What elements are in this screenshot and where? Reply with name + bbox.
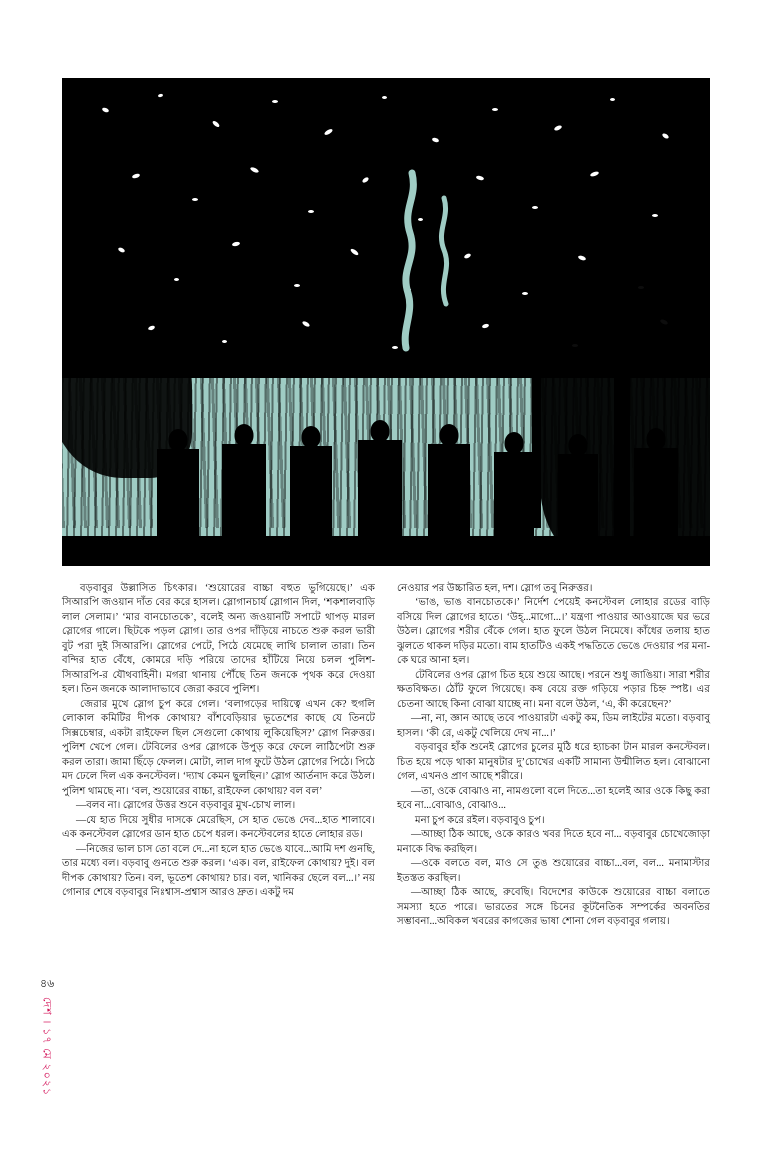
right-column <box>397 582 710 1094</box>
figure-8 <box>634 448 678 544</box>
folio <box>40 978 54 1096</box>
paragraph: নেওয়ার পর উচ্চারিত হল, দশ। স্লোগ তবু নিরুত্তর। <box>397 583 593 594</box>
paragraph: মনা চুপ করে রইল। বড়বাবুও চুপ। <box>415 814 545 826</box>
paragraph: —আচ্ছা ঠিক আছে, ওকে কারও খবর দিতে হবে না... বড়বাবুর চোখেজোড়া মনাকে বিদ্ধ করছিল। <box>397 829 710 855</box>
paragraph: —না, না, জ্ঞান আছে তবে পাওয়ারটা একটু কম, ডিম লাইটের মতো। বড়বাবু হাসল। ‘কী রে, একটু খেলিয়ে দেখ না...।’ <box>397 713 710 739</box>
paragraph: —ওকে বলতে বল, মাও সে তুঙ শুয়োরের বাচ্চা...বল, বল... মনামাস্টার ইতস্তত করছিল। <box>397 858 710 884</box>
prisoner-figures-group <box>62 316 710 566</box>
paragraph: বড়বাবুর হাঁক শুনেই স্লোগের চুলের মুঠি ধরে হ্যাচকা টান মারল কনস্টেবল। চিত হয়ে পড়ে থাকা মানুষটার দু’চোখের একটি সামান্য উন্মীলিত হল। বোঝানো গেল, এখনও প্রাণ আছে শরীরে। <box>397 742 710 783</box>
paragraph: —যে হাত দিয়ে সুধীর দাসকে মেরেছিস, সে হাত ভেঙে দেব...হাত শালাবে। এক কনস্টেবল স্লোগের ডান হাত চেপে ধরল। কনস্টেবলের হাতে লোহার রড। <box>62 814 375 841</box>
paragraph: —আচ্ছা ঠিক আছে, রুবেছি। বিদেশের কাউকে শুয়োরের বাচ্চা বলাতে সমস্যা হতে পারে। ভারতের সঙ্গে চিনের কূটনৈতিক সম্পর্কের অবনতির সম্ভাবনা...অবিকল খবরের কাগজের ভাষা শোনা গেল বড়বাবুর গলায়। <box>397 887 710 928</box>
page-number: ৪৬ <box>40 978 55 991</box>
paragraph: —বলব না। স্লোগের উত্তর শুনে বড়বাবুর মুখ-চোখ লাল। <box>76 800 296 812</box>
figure-1 <box>157 449 199 544</box>
figure-2 <box>222 444 266 544</box>
woodcut-illustration <box>62 78 710 566</box>
paragraph: ‘ভাঙ, ভাঙ বানচোতকে।’ নির্দেশ পেয়েই কনস্টেবল লোহার রডের বাড়ি বসিয়ে দিল স্লোগের হাতে। ‘উহ্...মাগো...।’ যন্ত্রণা পাওয়ার আওয়াজে ঘর ভরে উঠল। স্লোগের শরীর বেঁকে গেল। হাত ফুলে উঠল নিমেষে। কাঁধের তলায় হাত ঝুলতে থাকল দড়ির মতো। বাম হাতটিও একই পদ্ধতিতে ভেঙে দেওয়ার পর মনা-কে ঘরে আনা হল। <box>397 597 710 667</box>
story-text-columns <box>62 582 710 1094</box>
paragraph: জেরার মুখে স্লোগ চুপ করে গেল। ‘বলাগড়ের দায়িত্বে এখন কে? হুগলি লোকাল কমিটির দীপক কোথায়? বাঁশবেড়িয়ার ভূতেশের কাছে যে তিনটে সিক্সচেম্বার, একটা রাইফেল ছিল সেগুলো কোথায় লুকিয়েছিস?’ স্লোগ নিরুত্তর। পুলিশ খেপে গেল। টেবিলের ওপর স্লোগকে উপুড় করে ফেলে লাঠিপেটা শুরু করল তারা। জামা ছিঁড়ে ফেলল। মোটা, লাল দাগ ফুটে উঠল স্লোগের পিঠে। পিঠে মদ ঢেলে দিল এক কনস্টেবল। ‘দ্যাখ কেমন ছুলছিন।’ স্লোগ আর্তনাদ করে উঠল। পুলিশ থামছে না। ‘বল, শুয়োরের বাচ্চা, রাইফেল কোথায়? বল বল’ <box>62 698 375 797</box>
figure-4 <box>358 440 402 544</box>
paragraph: —নিজের ভাল চাস তো বলে দে...না হলে হাত ভেঙে যাবে...আমি দশ গুনছি, তার মধ্যে বল। বড়বাবু গুনতে শুরু করল। ‘এক। বল, রাইফেল কোথায়? দুই। বল দীপক কোথায়? তিন। বল, ভূতেশ কোথায়? চার। বল, খানিকর ছেলে বল...।’ নয় গোনার শেষে বড়বাবুর নিঃশ্বাস-প্রশ্বাস আরও দ্রুত। একটু দম <box>62 843 375 899</box>
figure-5 <box>428 444 470 544</box>
paragraph: টেবিলের ওপর স্লোগ চিত হয়ে শুয়ে আছে। পরনে শুধু জাঙিয়া। সারা শরীর ক্ষতবিক্ষত। ঠোঁট ফুলে গিয়েছে। কষ বেয়ে রক্ত গড়িয়ে পড়ার চিহ্ন স্পষ্ট। এর চেতনা আছে কিনা বোঝা যাচ্ছে না। মনা বলে উঠল, ‘এ, কী করেছেন?’ <box>397 669 710 710</box>
paragraph: বড়বাবুর উল্লাসিত চিৎকার। ‘শুয়োরের বাচ্চা বহুত ভুগিয়েছে।’ এক সিআরপি জওয়ান দাঁত বের করে হাসল। স্লোগানচার্য স্লোগান দিল, ‘শকশালবাড়ি লাল সেলাম।’ ‘মার বানচোতকে’, বলেই অন্য জওয়ানটি সপাটে থাপড় মারল স্লোগের গালে। ছিটকে পড়ল স্লোগ। তার ওপর দাঁড়িয়ে নাচতে শুরু করল ভারী বুট পরা দুই সিআরপি। স্লোগের পেটে, পিঠে যেমেছে লাথি চালাল তারা। তিন বন্দির হাত বেঁধে, কোমরে দড়ি পরিয়ে তাদের হাঁটিয়ে নিয়ে চলল পুলিশ-সিআরপি-র যৌথবাহিনী। মগরা থানায় পৌঁছে তিন জনকে পৃথক করে দেওয়া হল। তিন জনকে আলাদাভাবে জেরা করবে পুলিশ। <box>62 583 375 696</box>
paragraph: —তা, ওকে বোঝাও না, নামগুলো বলে দিতে...তা হলেই আর ওকে কিছু করা হবে না...বোঝাও, বোঝাও... <box>397 785 710 812</box>
publication-label: দেশ । ১৭ মে ২০২১ <box>40 996 53 1096</box>
left-column <box>62 582 375 1094</box>
figure-7 <box>558 454 598 544</box>
figure-6 <box>494 452 534 544</box>
figure-3 <box>290 446 332 544</box>
